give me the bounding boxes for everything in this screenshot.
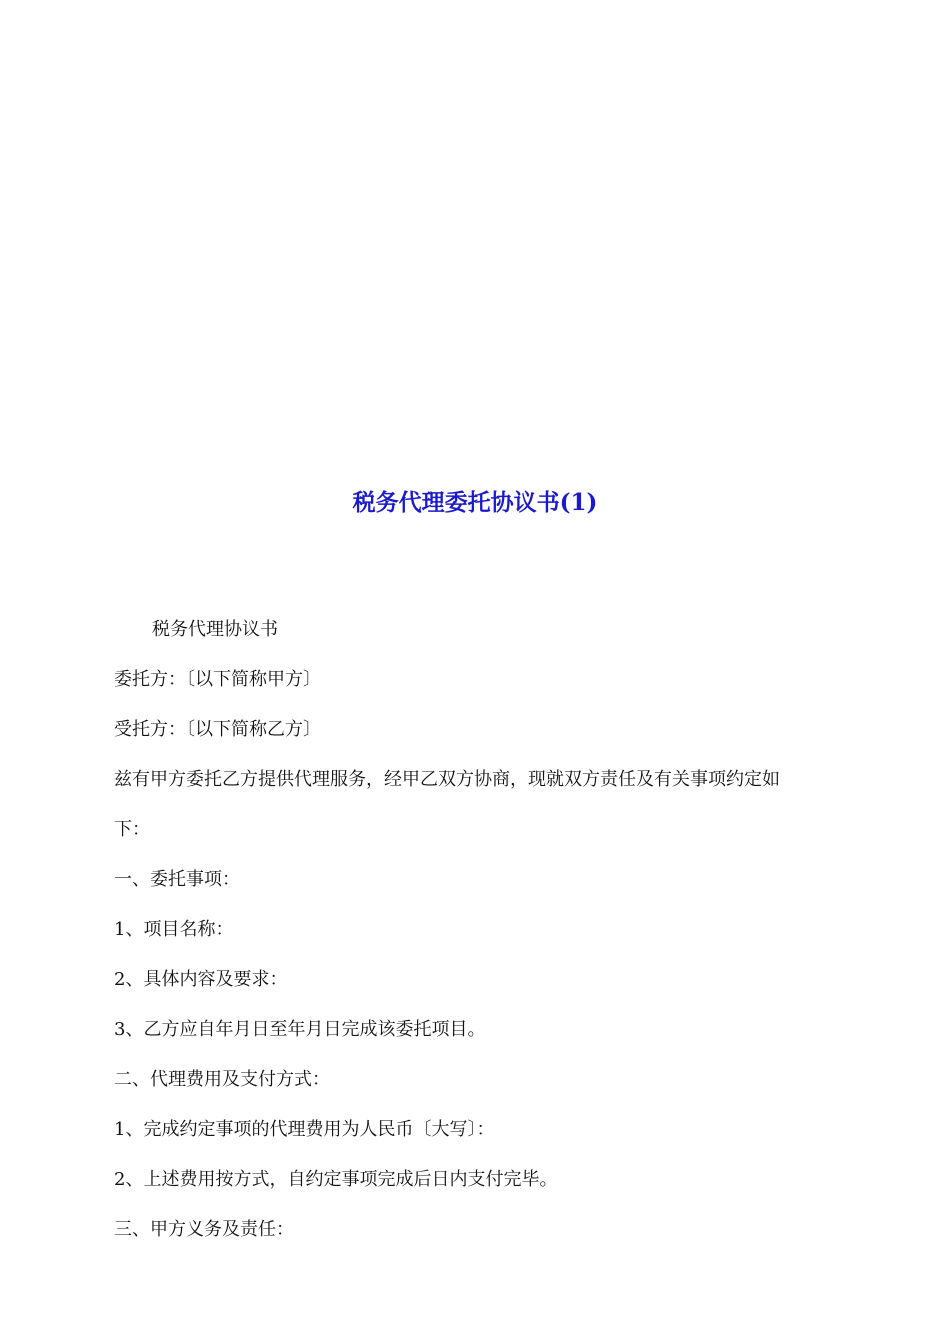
clause-content-requirements: 2、具体内容及要求： xyxy=(114,969,288,990)
section-heading-party-a-duties: 三、甲方义务及责任： xyxy=(114,1219,294,1240)
section-heading-entrusted-matters: 一、委托事项： xyxy=(114,869,240,890)
document-body xyxy=(114,605,844,1255)
clause-fee-amount: 1、完成约定事项的代理费用为人民币〔大写〕： xyxy=(114,1119,495,1140)
agent-party-line: 受托方：〔以下简称乙方〕 xyxy=(114,719,321,740)
section-heading-fees-payment: 二、代理费用及支付方式： xyxy=(114,1069,330,1090)
principal-party-line: 委托方：〔以下简称甲方〕 xyxy=(114,669,321,690)
clause-payment-method: 2、上述费用按方式，自约定事项完成后日内支付完毕。 xyxy=(114,1169,558,1190)
agreement-subtitle: 税务代理协议书 xyxy=(152,619,278,640)
document-title: 税务代理委托协议书(1) xyxy=(352,489,598,516)
clause-completion-period: 3、乙方应自年月日至年月日完成该委托项目。 xyxy=(114,1019,486,1040)
preamble-line-1: 兹有甲方委托乙方提供代理服务，经甲乙双方协商，现就双方责任及有关事项约定如 xyxy=(114,769,780,790)
preamble-line-2: 下： xyxy=(114,819,150,840)
clause-project-name: 1、项目名称： xyxy=(114,919,234,940)
